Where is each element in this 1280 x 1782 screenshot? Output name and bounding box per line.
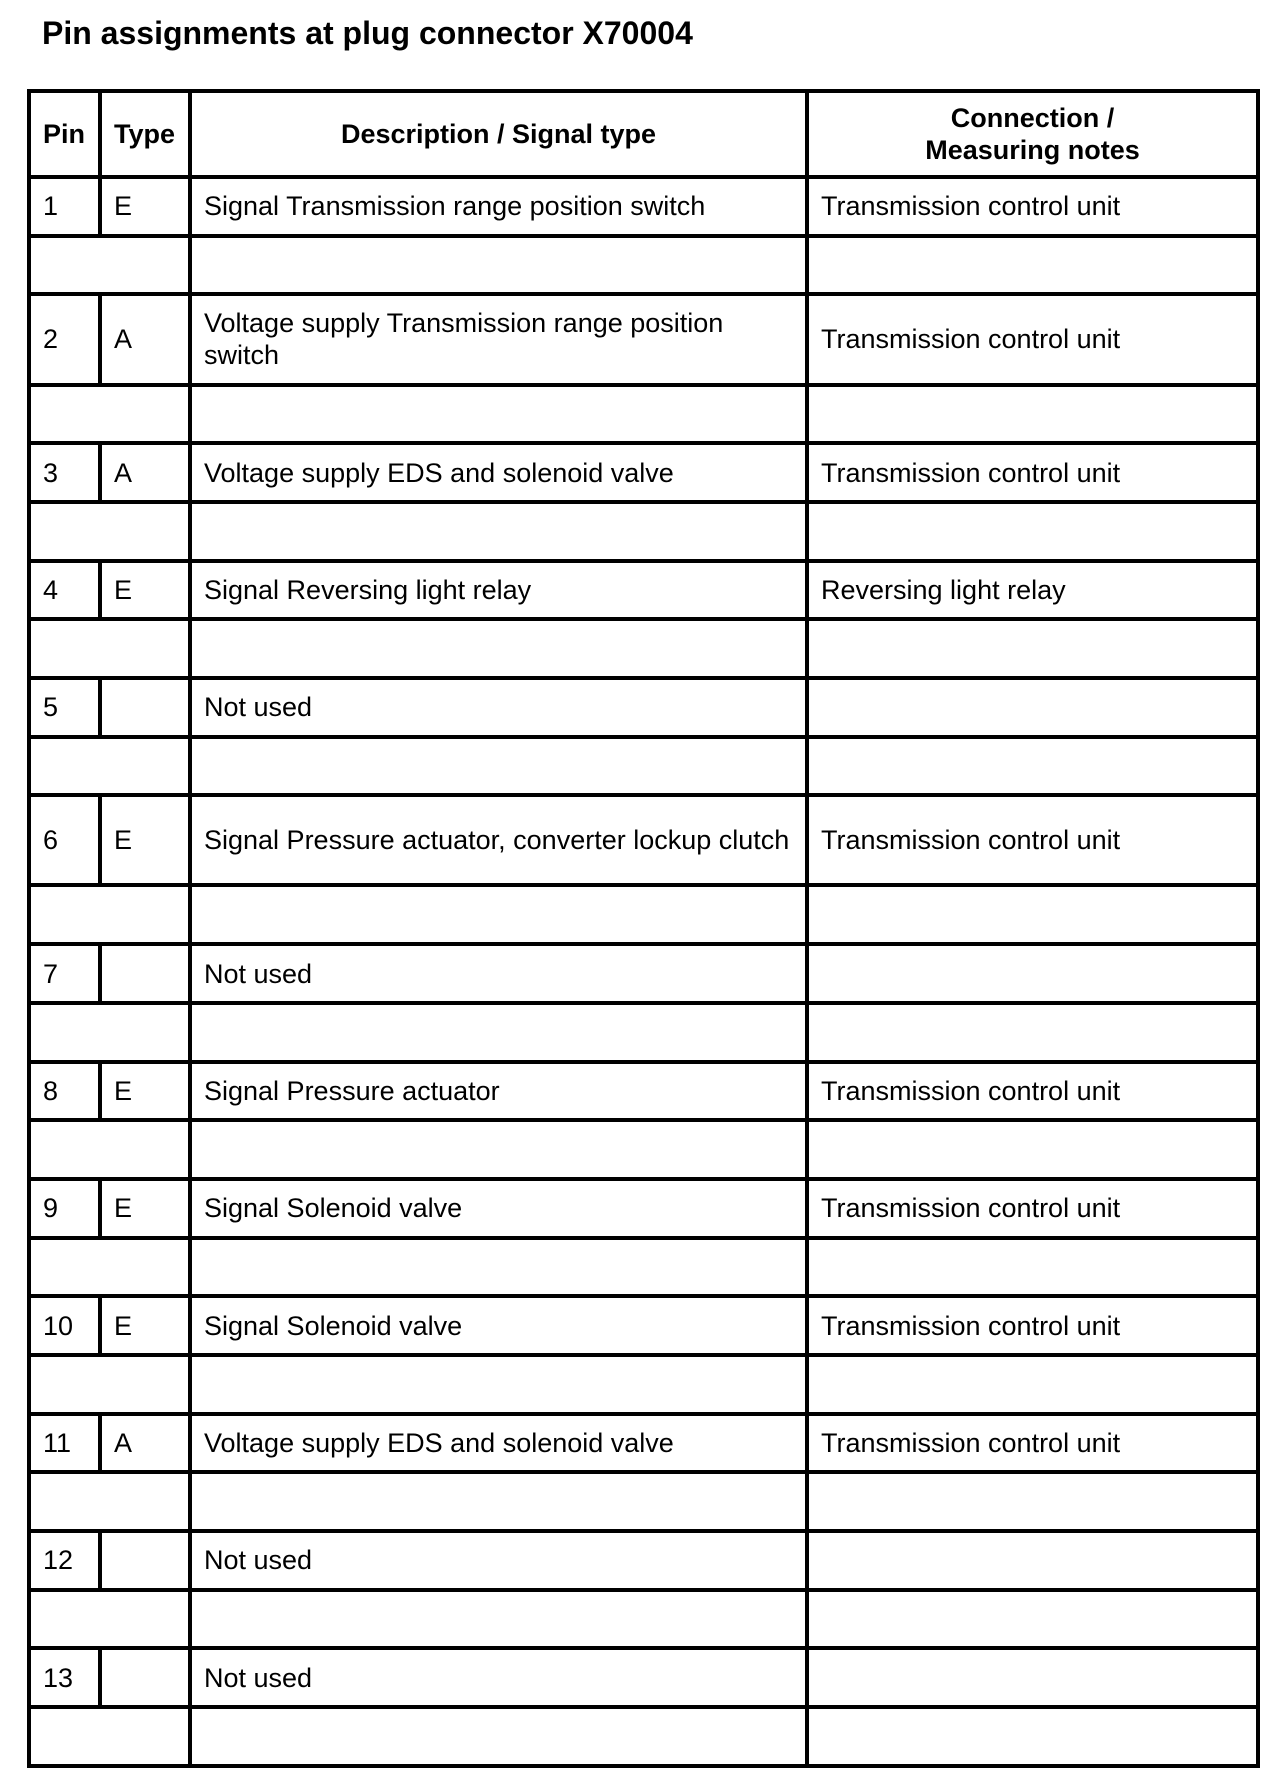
spacer-cell [190, 885, 807, 944]
header-pin: Pin [29, 91, 100, 177]
cell-pin: 9 [29, 1179, 100, 1238]
cell-pin: 4 [29, 561, 100, 620]
cell-pin: 8 [29, 1062, 100, 1121]
cell-pin: 6 [29, 795, 100, 885]
spacer-cell [807, 385, 1258, 444]
spacer-cell [807, 1590, 1258, 1649]
spacer-row [29, 385, 1258, 444]
cell-description: Voltage supply EDS and solenoid valve [190, 443, 807, 502]
spacer-cell [190, 502, 807, 561]
table-row [29, 1062, 1258, 1121]
cell-type: E [100, 1296, 190, 1355]
spacer-cell [29, 885, 190, 944]
cell-pin: 13 [29, 1648, 100, 1707]
header-description: Description / Signal type [190, 91, 807, 177]
spacer-cell [29, 236, 190, 295]
cell-description: Signal Pressure actuator [190, 1062, 807, 1121]
cell-description: Not used [190, 678, 807, 737]
cell-type [100, 678, 190, 737]
table-body [29, 177, 1258, 1766]
table-row [29, 1296, 1258, 1355]
header-connection-line2: Measuring notes [925, 135, 1140, 165]
spacer-cell [807, 1120, 1258, 1179]
table-row [29, 177, 1258, 236]
pin-assignment-table [27, 89, 1260, 1768]
spacer-cell [29, 1472, 190, 1531]
spacer-row [29, 619, 1258, 678]
spacer-cell [190, 236, 807, 295]
spacer-cell [807, 885, 1258, 944]
cell-connection: Transmission control unit [807, 1296, 1258, 1355]
header-type: Type [100, 91, 190, 177]
spacer-cell [807, 502, 1258, 561]
spacer-cell [29, 1707, 190, 1766]
cell-type [100, 944, 190, 1003]
cell-connection: Transmission control unit [807, 1414, 1258, 1473]
cell-connection [807, 1648, 1258, 1707]
spacer-cell [190, 1003, 807, 1062]
spacer-cell [190, 1355, 807, 1414]
cell-pin: 3 [29, 443, 100, 502]
spacer-row [29, 502, 1258, 561]
cell-pin: 12 [29, 1531, 100, 1590]
table-row [29, 944, 1258, 1003]
spacer-cell [807, 737, 1258, 796]
cell-connection [807, 678, 1258, 737]
spacer-cell [29, 1590, 190, 1649]
table-row [29, 294, 1258, 384]
spacer-row [29, 1003, 1258, 1062]
table-header-row [29, 91, 1258, 177]
cell-pin: 1 [29, 177, 100, 236]
cell-pin: 7 [29, 944, 100, 1003]
header-connection-line1: Connection / [950, 103, 1115, 133]
table-row [29, 795, 1258, 885]
cell-connection: Reversing light relay [807, 561, 1258, 620]
spacer-row [29, 1120, 1258, 1179]
cell-description: Not used [190, 1648, 807, 1707]
spacer-cell [190, 1707, 807, 1766]
spacer-cell [190, 737, 807, 796]
cell-description: Signal Transmission range position switch [190, 177, 807, 236]
spacer-cell [807, 619, 1258, 678]
spacer-cell [29, 1238, 190, 1297]
spacer-cell [807, 1238, 1258, 1297]
spacer-cell [29, 619, 190, 678]
spacer-cell [29, 385, 190, 444]
cell-type: E [100, 177, 190, 236]
spacer-cell [29, 1120, 190, 1179]
spacer-row [29, 1707, 1258, 1766]
spacer-row [29, 1355, 1258, 1414]
spacer-cell [807, 1472, 1258, 1531]
cell-description: Signal Solenoid valve [190, 1179, 807, 1238]
cell-type [100, 1531, 190, 1590]
cell-pin: 5 [29, 678, 100, 737]
spacer-cell [29, 1003, 190, 1062]
table-row [29, 1648, 1258, 1707]
spacer-cell [190, 1590, 807, 1649]
cell-type: E [100, 561, 190, 620]
cell-connection [807, 1531, 1258, 1590]
cell-type: A [100, 294, 190, 384]
cell-description: Signal Solenoid valve [190, 1296, 807, 1355]
cell-connection: Transmission control unit [807, 443, 1258, 502]
spacer-cell [807, 1003, 1258, 1062]
header-connection [807, 91, 1258, 177]
cell-description: Not used [190, 944, 807, 1003]
table-row [29, 1179, 1258, 1238]
cell-type: E [100, 795, 190, 885]
table-row [29, 561, 1258, 620]
spacer-row [29, 236, 1258, 295]
cell-connection [807, 944, 1258, 1003]
spacer-cell [807, 1355, 1258, 1414]
spacer-cell [29, 1355, 190, 1414]
spacer-row [29, 1238, 1258, 1297]
cell-connection: Transmission control unit [807, 1062, 1258, 1121]
spacer-row [29, 737, 1258, 796]
cell-description: Not used [190, 1531, 807, 1590]
cell-type: A [100, 1414, 190, 1473]
cell-description: Signal Pressure actuator, converter lockup clutch [190, 795, 807, 885]
spacer-cell [807, 236, 1258, 295]
cell-description: Signal Reversing light relay [190, 561, 807, 620]
cell-type: E [100, 1062, 190, 1121]
cell-type [100, 1648, 190, 1707]
spacer-row [29, 885, 1258, 944]
table-row [29, 443, 1258, 502]
spacer-cell [29, 737, 190, 796]
table-row [29, 1531, 1258, 1590]
spacer-row [29, 1590, 1258, 1649]
spacer-cell [190, 1120, 807, 1179]
spacer-cell [190, 619, 807, 678]
cell-connection: Transmission control unit [807, 294, 1258, 384]
spacer-cell [29, 502, 190, 561]
spacer-cell [807, 1707, 1258, 1766]
cell-description: Voltage supply EDS and solenoid valve [190, 1414, 807, 1473]
spacer-cell [190, 1472, 807, 1531]
cell-type: A [100, 443, 190, 502]
spacer-row [29, 1472, 1258, 1531]
cell-pin: 2 [29, 294, 100, 384]
cell-connection: Transmission control unit [807, 795, 1258, 885]
spacer-cell [190, 385, 807, 444]
cell-type: E [100, 1179, 190, 1238]
cell-pin: 11 [29, 1414, 100, 1473]
cell-connection: Transmission control unit [807, 1179, 1258, 1238]
spacer-cell [190, 1238, 807, 1297]
table-row [29, 1414, 1258, 1473]
cell-description: Voltage supply Transmission range position switch [190, 294, 807, 384]
cell-connection: Transmission control unit [807, 177, 1258, 236]
cell-pin: 10 [29, 1296, 100, 1355]
page-title: Pin assignments at plug connector X70004 [42, 15, 693, 51]
table-row [29, 678, 1258, 737]
